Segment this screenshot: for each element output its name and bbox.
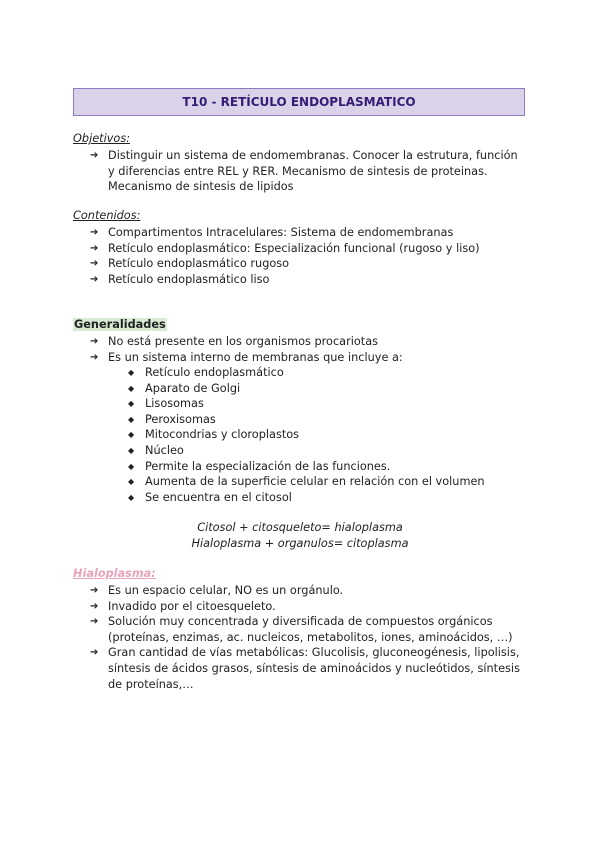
formula-hialoplasma: Citosol + citosqueleto= hialoplasma (197, 521, 403, 534)
diamond-bullet-icon: ◆ (128, 445, 135, 455)
list-item: ➔ Retículo endoplasmático rugoso (90, 257, 290, 271)
arrow-icon: ➔ (90, 616, 99, 628)
list-item: ➔ Invadido por el citoesqueleto. (90, 599, 276, 613)
arrow-icon: ➔ (90, 351, 99, 363)
list-item: ◆ Núcleo (128, 443, 184, 457)
arrow-icon: ➔ (90, 242, 99, 254)
arrow-icon: ➔ (90, 227, 99, 238)
generalidades-sublist (0, 365, 485, 505)
diamond-bullet-icon: ◆ (128, 414, 135, 424)
arrow-icon: ➔ (90, 150, 99, 161)
generalidades-heading: Generalidades (74, 318, 166, 331)
list-item: ◆ Permite la especialización de las funciones. (128, 459, 391, 473)
arrow-icon: ➔ (90, 585, 99, 596)
list-item: ◆ Mitocondrias y cloroplastos (128, 428, 300, 442)
document-title: T10 - RETÍCULO ENDOPLASMATICO (73, 88, 525, 116)
list-item: ◆ Lisosomas (128, 397, 204, 411)
hialoplasma-list (0, 583, 526, 692)
list-item: ➔ No está presente en los organismos procariotas (90, 335, 379, 348)
objetivos-list (0, 148, 526, 195)
contenidos-list (0, 225, 526, 287)
arrow-icon: ➔ (90, 336, 99, 347)
diamond-bullet-icon: ◆ (128, 383, 135, 393)
list-item: ◆ Aparato de Golgi (128, 381, 241, 395)
list-item: ➔ Distinguir un sistema de endomembranas. Conocer la estrutura, función y diferencias entre REL y RER. Mecanismo de sintesis de proteinas. Mecanismo de sintesis de lipidos (90, 149, 518, 194)
list-item: ◆ Peroxisomas (128, 412, 216, 426)
list-item: ➔ Es un espacio celular, NO es un orgánulo. (90, 584, 344, 597)
list-item: ◆ Aumenta de la superficie celular en relación con el volumen (128, 475, 485, 489)
list-item: ➔ Gran cantidad de vías metabólicas: Glucolisis, gluconeogénesis, lipolisis, síntesis de ácidos grasos, síntesis de aminoácidos y nucleótidos, síntesis de proteínas,… (90, 646, 520, 691)
diamond-bullet-icon: ◆ (128, 492, 135, 502)
objetivos-heading: Objetivos: (73, 132, 131, 145)
diamond-bullet-icon: ◆ (128, 368, 135, 377)
diamond-bullet-icon: ◆ (128, 399, 135, 409)
formula-citoplasma: Hialoplasma + organulos= citoplasma (191, 537, 409, 550)
diamond-bullet-icon: ◆ (128, 477, 135, 487)
hialoplasma-heading: Hialoplasma: (73, 567, 156, 580)
list-item: ◆ Retículo endoplasmático (128, 366, 284, 379)
list-item: ◆ Se encuentra en el citosol (128, 490, 292, 504)
arrow-icon: ➔ (90, 647, 99, 659)
diamond-bullet-icon: ◆ (128, 461, 135, 471)
arrow-icon: ➔ (90, 600, 99, 612)
list-item: ➔ Solución muy concentrada y diversificada de compuestos orgánicos (proteínas, enzimas, ac. nucleicos, metabolitos, iones, aminoácidos, …) (90, 615, 513, 644)
list-item: ➔ Compartimentos Intracelulares: Sistema de endomembranas (90, 226, 454, 239)
arrow-icon: ➔ (90, 258, 99, 270)
contenidos-heading: Contenidos: (73, 209, 141, 222)
arrow-icon: ➔ (90, 273, 99, 285)
list-item: ➔ Retículo endoplasmático: Especialización funcional (rugoso y liso) (90, 241, 480, 255)
diamond-bullet-icon: ◆ (128, 430, 135, 440)
list-item: ➔ Es un sistema interno de membranas que incluye a: (90, 350, 403, 364)
list-item: ➔ Retículo endoplasmático liso (90, 272, 270, 286)
generalidades-list (0, 334, 526, 365)
